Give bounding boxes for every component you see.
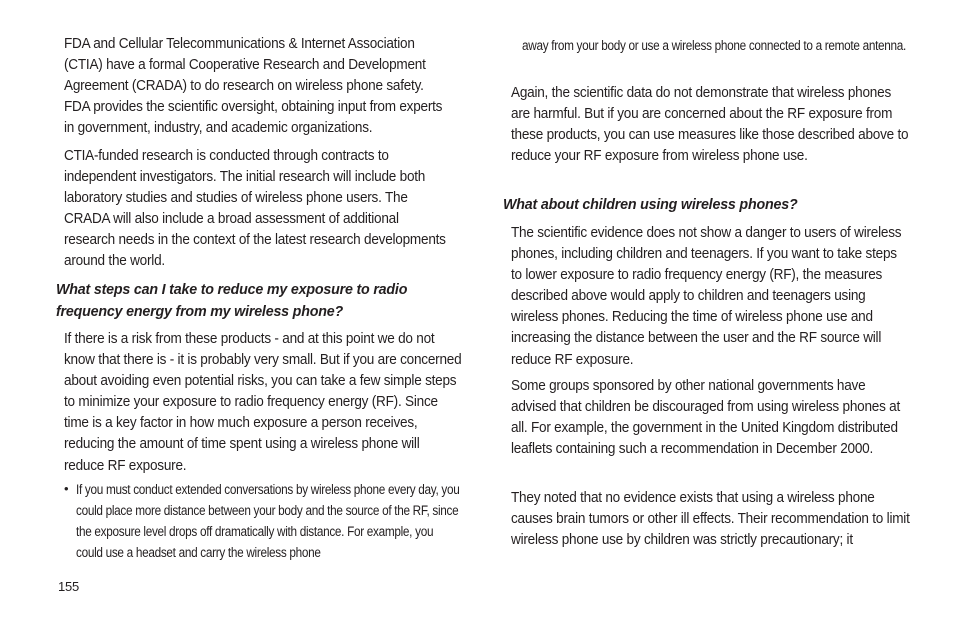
paragraph-scientific-data: Again, the scientific data do not demonstrate that wireless phones are harmful. But if you are concerned about the RF exposure from these products, you can use measures like those described above to reduce your RF exposure from wireless phone use. [511,85,909,165]
bullet-item-distance-continued: away from your body or use a wireless phone connected to a remote antenna. [522,38,906,53]
heading-reduce-exposure: What steps can I take to reduce my exposure to radio frequency energy from my wireless phone? [56,281,408,320]
paragraph-risk: If there is a risk from these products - and at this point we do not know that there is - it is probably very small. But if you are concerned about avoiding even potential risks, you can take a few simple steps to minimize your exposure to radio frequency energy (RF). Since time is a key factor in how much exposure a person receives, reducing the amount of time spent using a wireless phone will reduce RF exposure. [64,331,462,474]
page-number: 155 [58,579,80,594]
paragraph-children-evidence: The scientific evidence does not show a danger to users of wireless phones, including children and teenagers. If you want to take steps to lower exposure to radio frequency energy (RF), the measures described above would apply to children and teenagers using wireless phones. Reducing the time of wireless phone use and increasing the distance between the user and the RF source will reduce RF exposure. [511,225,902,368]
paragraph-no-evidence: They noted that no evidence exists that using a wireless phone causes brain tumors or other ill effects. Their recommendation to limit wireless phone use by children was strictly precautionary; it [511,490,910,549]
bullet-marker: • [64,481,69,496]
paragraph-national-governments: Some groups sponsored by other national governments have advised that children be discouraged from using wireless phones at all. For example, the government in the United Kingdom distributed leaflets containing such a recommendation in December 2000. [511,378,901,458]
paragraph-ctia-research: CTIA-funded research is conducted through contracts to independent investigators. The initial research will include both laboratory studies and studies of wireless phone users. The CRADA will also include a broad assessment of additional research needs in the context of the latest research developments around the world. [64,148,446,270]
paragraph-fda-ctia: FDA and Cellular Telecommunications & Internet Association (CTIA) have a formal Cooperative Research and Development Agreement (CRADA) to do research on wireless phone safety. FDA provides the scientific oversight, obtaining input from experts in government, industry, and academic organizations. [64,36,443,137]
bullet-item-distance: If you must conduct extended conversations by wireless phone every day, you could place more distance between your body and the source of the RF, since the exposure level drops off dramatically with distance. For example, you could use a headset and carry the wireless phone [76,482,460,560]
heading-children: What about children using wireless phones? [503,196,798,213]
